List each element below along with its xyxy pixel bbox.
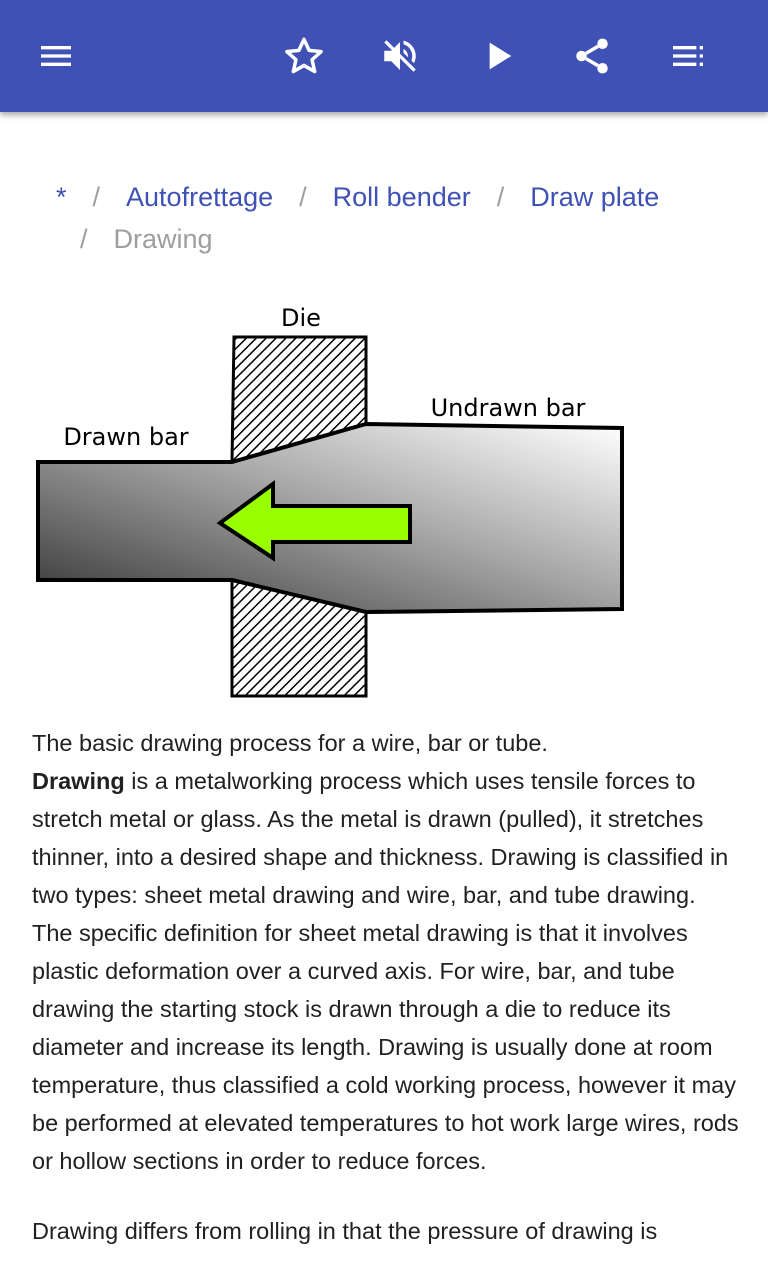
share-button[interactable] [564,28,620,84]
breadcrumb [56,176,736,260]
label-undrawn-bar: Undrawn bar [430,394,586,422]
drawing-process-diagram [30,296,640,702]
menu-icon [36,36,76,76]
breadcrumb-current: Drawing [113,224,213,254]
play-button[interactable] [470,28,526,84]
share-icon [571,35,613,77]
app-bar [0,0,768,112]
breadcrumb-item-draw-plate[interactable]: Draw plate [530,182,660,212]
volume-off-icon [379,35,421,77]
paragraph-2: Drawing differs from rolling in that the pressure of drawing is [32,1218,658,1244]
breadcrumb-item-home[interactable]: * [56,182,67,212]
star-icon [283,35,325,77]
paragraph-1 [32,762,742,1180]
list-icon [668,36,708,76]
breadcrumb-separator: / [496,182,505,212]
article-body [32,724,742,1250]
label-die: Die [281,304,321,332]
label-drawn-bar: Drawn bar [63,423,189,451]
breadcrumb-item-autofrettage[interactable]: Autofrettage [126,182,274,212]
figure-caption: The basic drawing process for a wire, bar or tube. [32,730,548,756]
favorite-button[interactable] [276,28,332,84]
breadcrumb-separator: / [92,182,101,212]
breadcrumb-item-roll-bender[interactable]: Roll bender [332,182,471,212]
contents-button[interactable] [660,28,716,84]
breadcrumb-separator: / [80,224,88,254]
breadcrumb-separator: / [299,182,307,212]
play-icon [478,36,518,76]
paragraph-1-text: is a metalworking process which uses tensile forces to stretch metal or glass. As the metal is drawn (pulled), it stretches thinner, into a desired shape and thickness. Drawing is classified in two types: sheet metal drawing and wire, bar, and tube drawing. The specific definition for sheet metal drawing is that it involves plastic deformation over a curved axis. For wire, bar, and tube drawing the starting stock is drawn through a die to reduce its diameter and increase its length. Drawing is usually done at room temperature, thus classified a cold working process, however it may be performed at elevated temperatures to hot work large wires, rods or hollow sections in order to reduce forces. [32,768,739,1174]
menu-button[interactable] [28,28,84,84]
term-drawing: Drawing [32,768,125,794]
mute-button[interactable] [372,28,428,84]
